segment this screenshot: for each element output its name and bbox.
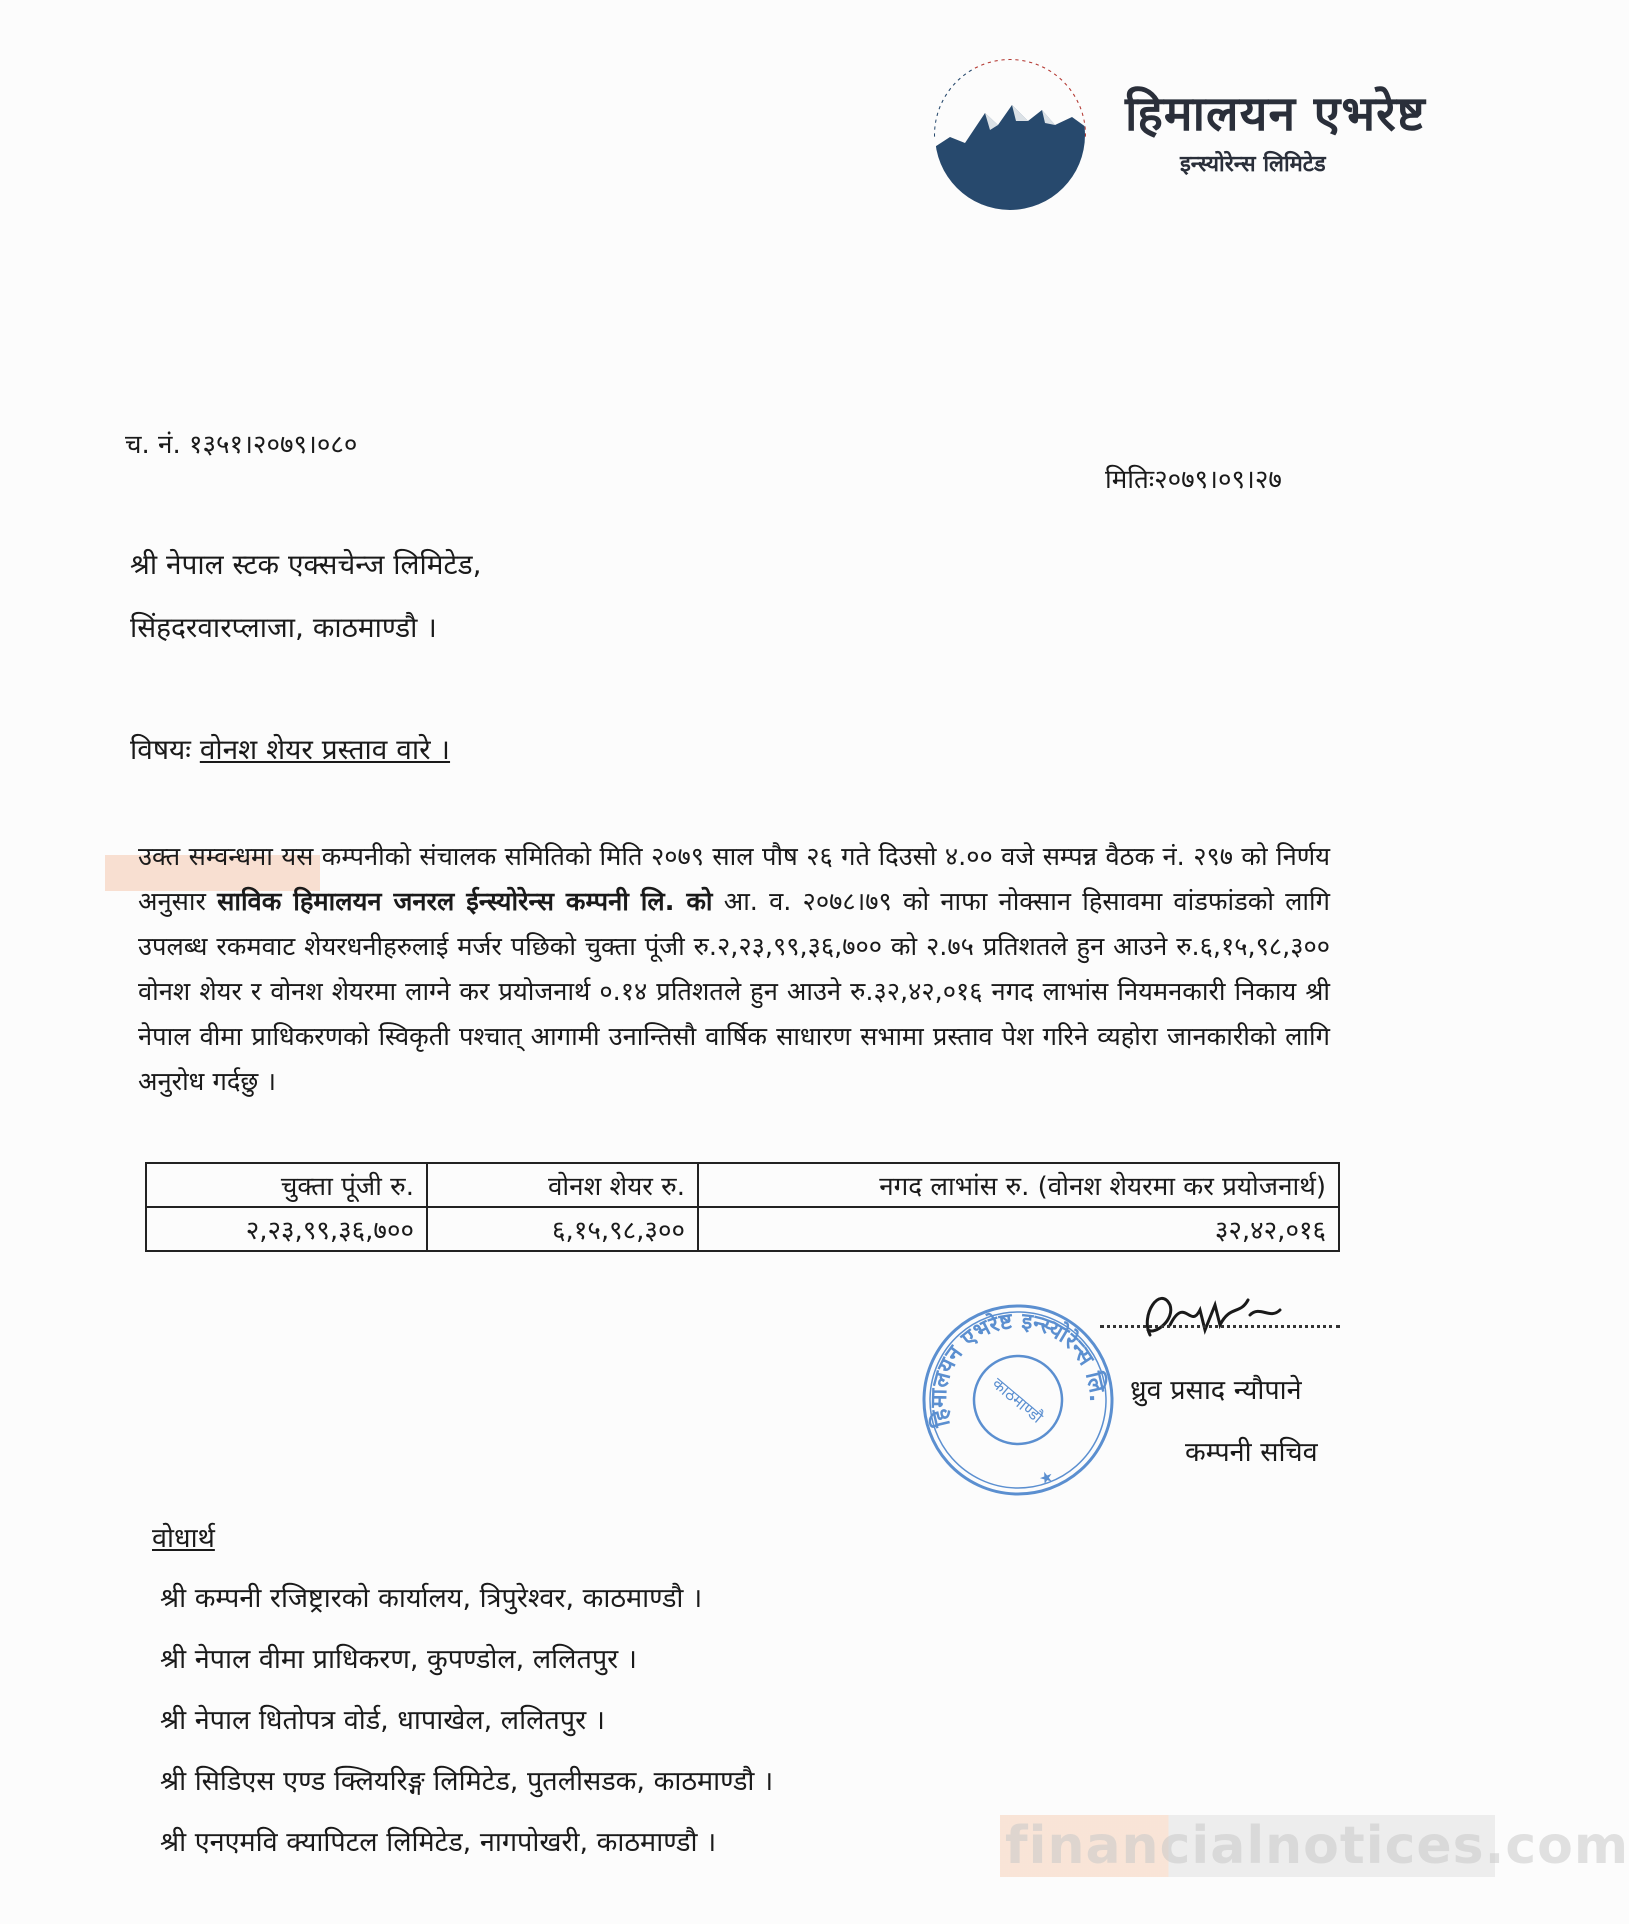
signer-title: कम्पनी सचिव [1185, 1437, 1318, 1468]
stamp-inner-text: काठमाण्डौ [988, 1373, 1047, 1427]
subject-label: विषयः [130, 733, 191, 766]
reference-number: च. नं. १३५१।२०७९।०८० [125, 430, 358, 460]
body-part-1: उक्त सम्वन्धमा यस कम्पनीको संचालक समितिको मिति २०७९ साल पौष २६ गते दिउसो ४.०० वजे सम्पन्न वैठक नं. २९७ को निर्णय अनुसार [138, 842, 1330, 917]
list-item: श्री एनएमवि क्यापिटल लिमिटेड, नागपोखरी, काठमाण्डौ । [160, 1827, 717, 1858]
list-item: श्री कम्पनी रजिष्ट्रारको कार्यालय, त्रिपुरेश्वर, काठमाण्डौ । [160, 1583, 703, 1614]
letter-date: मितिः२०७९।०९।२७ [1105, 465, 1282, 495]
cc-title: वोधार्थ [152, 1523, 215, 1554]
subject-text: वोनश शेयर प्रस्ताव वारे । [199, 733, 451, 766]
cc-list [160, 1568, 773, 1873]
body-bold-company: साविक हिमालयन जनरल ईन्स्योरेन्स कम्पनी लि. को [217, 887, 713, 917]
body-part-2: आ. व. २०७८।७९ को नाफा नोक्सान हिसावमा वांडफांडको लागि उपलब्ध रकमवाट शेयरधनीहरुलाई मर्जर पछिको चुक्ता पूंजी रु.२,२३,९९,३६,७०० को २.७५ प्रतिशतले हुन आउने रु.६,१५,९८,३०० वोनश शेयर र वोनश शेयरमा लाग्ने कर प्रयोजनार्थ ०.१४ प्रतिशतले हुन आउने रु.३२,४२,०१६ नगद लाभांस नियमनकारी निकाय श्री नेपाल वीमा प्राधिकरणको स्विकृती पश्चात् आगामी उनान्तिसौ वार्षिक साधारण सभामा प्रस्ताव पेश गरिने व्यहोरा जानकारीको लागि अनुरोध गर्दछु । [138, 887, 1330, 1097]
table-row [146, 1207, 1339, 1251]
company-name: हिमालयन एभरेष्ट [1125, 86, 1426, 142]
header-bonus-share: वोनश शेयर रु. [427, 1163, 698, 1207]
recipient-line-1: श्री नेपाल स्टक एक्सचेन्ज लिमिटेड, [130, 548, 482, 581]
svg-text:हिमालयन एभरेष्ट इन्स्योरेन्स ल [918, 1300, 1117, 1463]
company-stamp-icon [918, 1300, 1118, 1500]
subject-line [130, 730, 450, 768]
header-cash-dividend: नगद लाभांस रु. (वोनश शेयरमा कर प्रयोजनार्थ) [698, 1163, 1339, 1207]
company-subtitle: इन्स्योरेन्स लिमिटेड [1180, 152, 1326, 177]
recipient-line-2: सिंहदरवारप्लाजा, काठमाण्डौ । [130, 611, 437, 644]
signature-icon [1130, 1275, 1300, 1355]
stamp-outer-text: हिमालयन एभरेष्ट इन्स्योरेन्स लि. [926, 1308, 1110, 1430]
list-item: श्री सिडिएस एण्ड क्लियरिङ्ग लिमिटेड, पुतलीसडक, काठमाण्डौ । [160, 1766, 774, 1797]
dividend-table [145, 1162, 1340, 1252]
cell-cash-dividend: ३२,४२,०१६ [698, 1207, 1339, 1251]
cell-paid-up-capital: २,२३,९९,३६,७०० [146, 1207, 427, 1251]
company-logo-icon [930, 55, 1090, 215]
signer-name: ध्रुव प्रसाद न्यौपाने [1130, 1375, 1302, 1406]
body-paragraph [138, 835, 1330, 1105]
cell-bonus-share: ६,१५,९८,३०० [427, 1207, 698, 1251]
header-paid-up-capital: चुक्ता पूंजी रु. [146, 1163, 427, 1207]
stamp-star-icon: ★ [1036, 1466, 1057, 1489]
watermark: financialnotices.com [1000, 1815, 1495, 1877]
table-header-row [146, 1163, 1339, 1207]
signature-line [1100, 1325, 1340, 1328]
list-item: श्री नेपाल धितोपत्र वोर्ड, धापाखेल, ललितपुर । [160, 1705, 605, 1736]
list-item: श्री नेपाल वीमा प्राधिकरण, कुपण्डोल, ललितपुर । [160, 1644, 638, 1675]
